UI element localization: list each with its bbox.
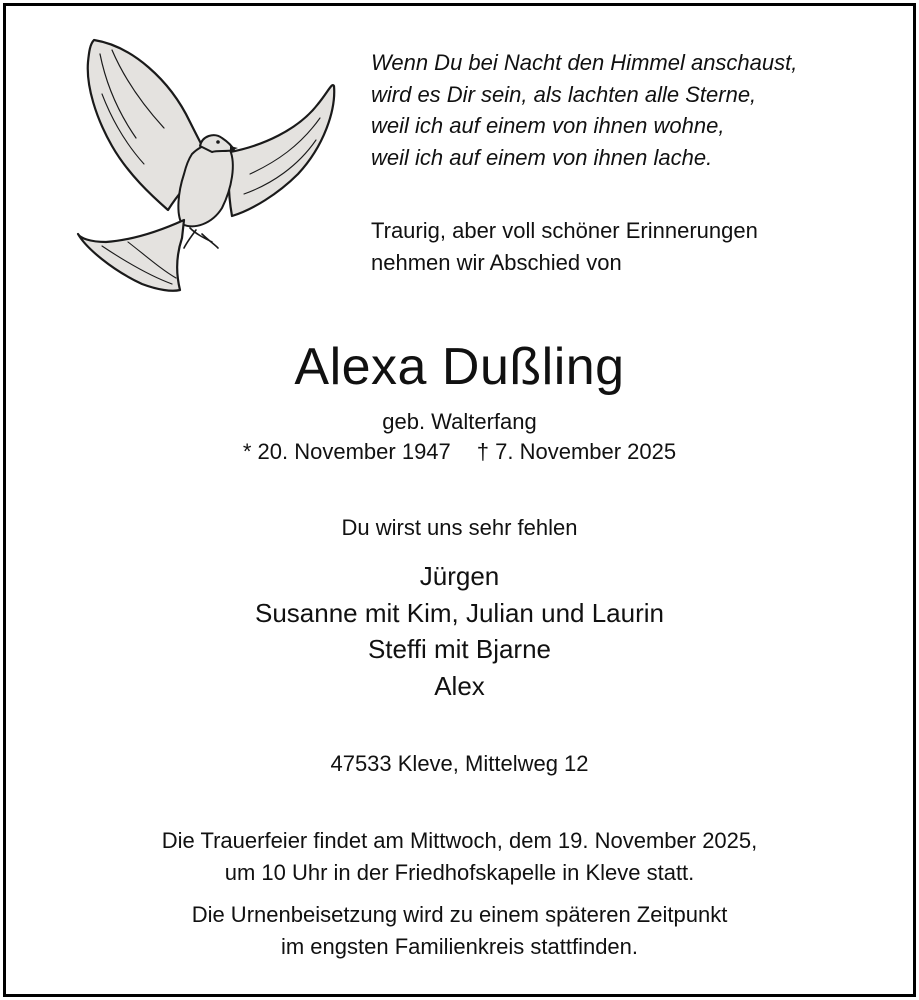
service-line: Die Trauerfeier findet am Mittwoch, dem 19. November 2025, [161, 828, 758, 853]
intro-text [371, 215, 891, 279]
service-line: um 10 Uhr in der Friedhofskapelle in Kleve statt. [224, 860, 695, 885]
family-member: Jürgen [419, 561, 500, 591]
birth-name: geb. Walterfang [382, 409, 537, 434]
poem-line: weil ich auf einem von ihnen lache. [371, 144, 713, 170]
address: 47533 Kleve, Mittelweg 12 [330, 751, 589, 776]
burial-info [0, 899, 919, 963]
life-dates [0, 437, 919, 467]
dove-icon [72, 34, 342, 296]
family-member: Susanne mit Kim, Julian und Laurin [254, 597, 664, 628]
family-member: Alex [434, 670, 485, 701]
farewell-line: Du wirst uns sehr fehlen [341, 515, 578, 540]
intro-line: Traurig, aber voll schöner Erinnerungen [371, 218, 758, 243]
deceased-name: Alexa Dußling [294, 338, 625, 396]
intro-line: nehmen wir Abschied von [371, 250, 622, 275]
death-date: † 7. November 2025 [476, 439, 677, 464]
burial-line: Die Urnenbeisetzung wird zu einem späteren Zeitpunkt [191, 902, 728, 927]
family-member: Steffi mit Bjarne [367, 634, 552, 664]
service-info [0, 825, 919, 889]
poem-line: Wenn Du bei Nacht den Himmel anschaust, [371, 50, 798, 75]
family-list [0, 558, 919, 704]
poem-line: wird es Dir sein, als lachten alle Sterne, [371, 81, 757, 107]
poem-line: weil ich auf einem von ihnen wohne, [371, 113, 725, 138]
burial-line: im engsten Familienkreis stattfinden. [280, 934, 639, 959]
birth-date: * 20. November 1947 [242, 439, 451, 464]
poem [371, 47, 891, 173]
